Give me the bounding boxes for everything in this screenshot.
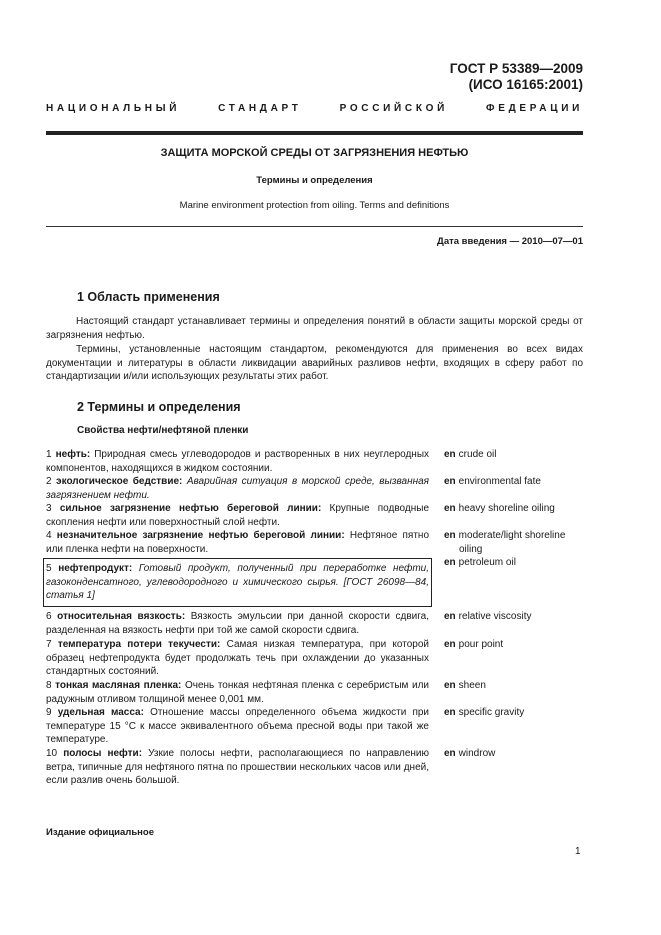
title-divider [46, 226, 583, 227]
term-entry [46, 475, 429, 502]
term-number: 7 [46, 639, 52, 650]
en-term: environmental fate [458, 476, 541, 487]
en-label: en [444, 503, 456, 514]
standard-code [450, 61, 583, 93]
english-equivalent [444, 638, 584, 652]
term-definition: Аварийная ситуация в морской среде, вызванная загрязнением нефти. [46, 476, 430, 501]
term-entry [46, 448, 429, 475]
en-label: en [444, 680, 456, 691]
term-number: 10 [46, 748, 58, 759]
term-entry [46, 562, 429, 603]
section-1-paragraph-1: Настоящий стандарт устанавливает термины и определения понятий в области защиты морской среды от загрязнения нефтью. [46, 316, 583, 341]
term-name: незначительное загрязнение нефтью береговой линии: [56, 530, 345, 541]
term-number: 4 [46, 530, 52, 541]
subsection-heading: Свойства нефти/нефтяной пленки [77, 425, 249, 436]
page-number: 1 [575, 846, 581, 857]
en-term: crude oil [458, 449, 497, 460]
term-name: полосы нефти: [63, 748, 143, 759]
term-name: температура потери текучести: [57, 639, 221, 650]
term-entry [46, 706, 429, 747]
term-entry [46, 679, 429, 706]
english-equivalent [444, 679, 584, 693]
term-definition: Отношение массы определенного объема жидкости при температуре 15 °C к массе эквивалентного объема пресной воды при такой же температуре. [46, 707, 430, 745]
en-label: en [444, 476, 456, 487]
section-2-heading: 2 Термины и определения [77, 400, 241, 414]
term-entry [46, 502, 429, 529]
en-term: petroleum oil [458, 557, 516, 568]
english-title: Marine environment protection from oiling. Terms and definitions [179, 200, 450, 211]
en-label: en [444, 530, 456, 541]
term-entry [46, 529, 429, 556]
en-label: en [444, 611, 456, 622]
term-definition: Крупные подводные скопления нефти или поверхностный слой нефти. [46, 503, 430, 528]
term-definition: Природная смесь углеводородов и растворенных в них неуглеродных компонентов, находящихся в жидком состоянии. [46, 449, 430, 474]
term-entry [46, 610, 429, 637]
term-number: 3 [46, 503, 52, 514]
document-title: ЗАЩИТА МОРСКОЙ СРЕДЫ ОТ ЗАГРЯЗНЕНИЯ НЕФТЬЮ [160, 147, 469, 159]
en-term: moderate/light shoreline [458, 530, 566, 541]
term-name: экологическое бедствие: [56, 476, 183, 487]
en-label: en [444, 639, 456, 650]
introduction-date: Дата введения — 2010—07—01 [437, 236, 583, 247]
standard-number: ГОСТ Р 53389—2009 [449, 61, 583, 76]
term-number: 8 [46, 680, 52, 691]
term-entry [46, 747, 429, 788]
term-source-reference: [ГОСТ 26098—84, статья 1] [46, 576, 429, 601]
term-number: 5 [46, 563, 52, 574]
en-term: windrow [458, 748, 496, 759]
en-term: specific gravity [458, 707, 525, 718]
en-term: heavy shoreline oiling [458, 503, 555, 514]
term-definition: Очень тонкая нефтяная пленка с серебристым или радужным отливом толщиной менее 0,001 мм. [46, 680, 429, 705]
english-equivalent [444, 475, 584, 489]
term-definition: Готовый продукт, полученный при переработке нефти, газоконденсатного, углеводородного и химического сырья. [46, 563, 429, 588]
term-number: 2 [46, 476, 52, 487]
term-number: 1 [46, 449, 52, 460]
term-entry [46, 638, 429, 679]
term-definition: Самая низкая температура, при которой образец нефтепродукта будет продолжать течь при охлаждении до указанных стандартных состояний. [46, 639, 429, 677]
document-subtitle: Термины и определения [256, 175, 373, 186]
en-term: pour point [458, 639, 504, 650]
term-name: нефть: [55, 449, 91, 460]
term-definition: Нефтяное пятно или пленка нефти на поверхности. [46, 530, 430, 555]
national-standard-banner: НАЦИОНАЛЬНЫЙ СТАНДАРТ РОССИЙСКОЙ ФЕДЕРАЦИИ [46, 103, 583, 114]
en-term-continued: oiling [459, 543, 483, 555]
english-equivalent [444, 502, 584, 516]
en-term: sheen [458, 680, 486, 691]
term-name: нефтепродукт: [58, 563, 133, 574]
term-definition: Узкие полосы нефти, располагающиеся по направлению ветра, типичные для нефтяного пятна по прошествии нескольких часов или дней, если разлив очень большой. [46, 748, 430, 786]
english-equivalent [444, 747, 584, 761]
term-definition: Вязкость эмульсии при данной скорости сдвига, разделенная на вязкость нефти при той же самой скорости сдвига. [46, 611, 429, 636]
en-label: en [444, 449, 456, 460]
section-1-paragraph-2: Термины, установленные настоящим стандартом, рекомендуются для применения во всех видах документации и литературы в области ликвидации аварийных разливов нефти, входящих в сферу работ по стандартизации и/или использующих результаты этих работ. [46, 344, 583, 382]
header-divider [46, 131, 583, 135]
section-1-heading: 1 Область применения [77, 290, 220, 304]
iso-reference: (ИСО 16165:2001) [468, 77, 583, 92]
term-number: 6 [46, 611, 52, 622]
english-equivalent [444, 706, 584, 720]
term-name: тонкая масляная пленка: [55, 680, 182, 691]
official-edition-note: Издание официальное [46, 827, 154, 838]
english-equivalent [444, 448, 584, 462]
english-equivalent [444, 610, 584, 624]
english-equivalent [444, 529, 584, 556]
term-name: сильное загрязнение нефтью береговой линии: [59, 503, 322, 514]
en-term: relative viscosity [458, 611, 532, 622]
term-number: 9 [46, 707, 52, 718]
en-label: en [444, 748, 456, 759]
term-name: удельная масса: [57, 707, 144, 718]
english-equivalent [444, 556, 584, 570]
en-label: en [444, 707, 456, 718]
term-name: относительная вязкость: [57, 611, 186, 622]
en-label: en [444, 557, 456, 568]
